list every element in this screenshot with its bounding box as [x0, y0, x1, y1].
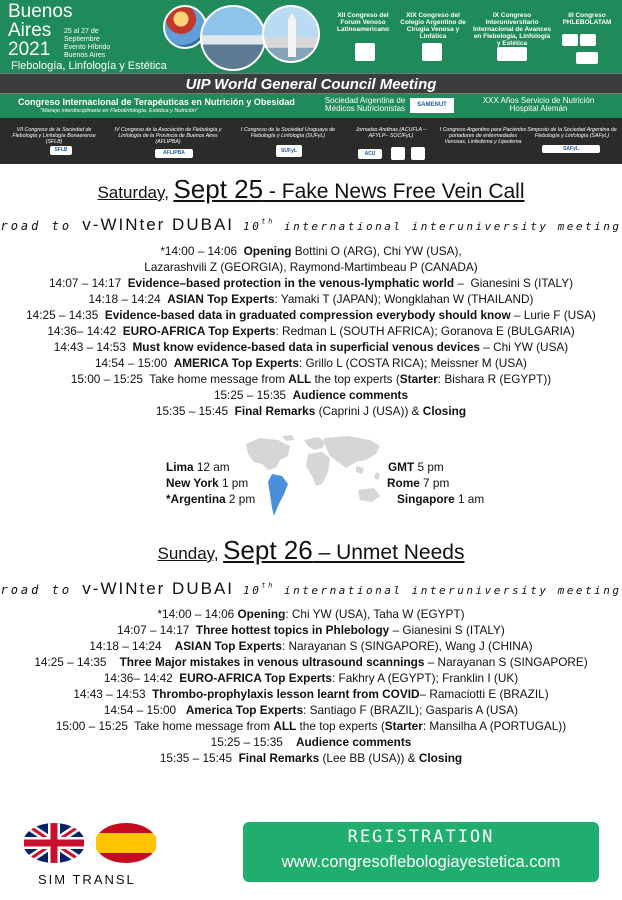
tz-city: *Argentina [166, 492, 226, 506]
program-row-highlight: ALL [288, 372, 312, 386]
road-event: v-WINter DUBAI [82, 579, 235, 598]
program-row-highlight: Evidence-based data in graduated compression everybody should know [104, 308, 511, 322]
program-row-text: Lazarashvili Z (GEORGIA), Raymond-Martimbeau P (CANADA) [144, 260, 478, 274]
sflb-logo: SFLB [50, 146, 72, 155]
program-row-text: : Redman L (SOUTH AFRICA); Goranova E (BULGARIA) [275, 324, 575, 338]
society-aflipba: IV Congreso de la Asociación de Flebología y Linfología de la Provincia de Buenos Aires (AFLIPBA) [114, 127, 222, 145]
photo-puente [200, 5, 266, 71]
program-row-text: the top experts ( [296, 719, 385, 733]
program-row-text: *14:00 – 14:06 [157, 607, 238, 621]
road-event: v-WINter DUBAI [82, 215, 235, 234]
program-row [0, 323, 622, 339]
program-row [0, 291, 622, 307]
road-prefix: road to [0, 583, 83, 597]
tz-time: 7 pm [419, 476, 450, 490]
spain-flag-icon[interactable] [95, 823, 157, 863]
program-row-highlight: Must know evidence-based data in superficial venous devices [132, 340, 480, 354]
society-jornadas-andinas: Jornadas Andinas (ACUFLA – AFYLP– SOCIFyL) [355, 127, 427, 139]
road-suffix: international interuniversity meeting [274, 584, 622, 597]
nutrition-congress-subtitle: "Manejo interdisciplinario en Flebolinfología, Estética y Nutrición" [40, 108, 198, 114]
road-sup: th [261, 581, 275, 590]
safyl-logo: SAFyL [542, 145, 600, 153]
nutrition-congress-title: Congreso Internacional de Terapéuticas en Nutrición y Obesidad [18, 97, 295, 107]
program-row-text: : Fakhry A (EGYPT); Franklin I (UK) [331, 671, 519, 685]
sunday-title: – Unmet Needs [312, 541, 465, 564]
program-row-highlight: Starter [399, 372, 438, 386]
sunday-heading [0, 535, 622, 566]
program-row-text: 15:00 – 15:25 Take home message from [55, 719, 274, 733]
program-row-text: (Lee BB (USA)) & [319, 751, 419, 765]
sunday-road-line [0, 579, 622, 599]
program-row-highlight: ALL [273, 719, 297, 733]
program-row-text: : Bishara R (EGYPT)) [437, 372, 552, 386]
program-row [0, 750, 622, 766]
program-row [0, 259, 622, 275]
program-row-text: *14:00 – 14:06 [160, 244, 244, 258]
congress-phlebolatam: III Congreso PHLEBOLATAM [562, 12, 612, 26]
tz-city: Lima [166, 460, 194, 474]
program-row [0, 403, 622, 419]
program-row-text: – Ramaciotti E (BRAZIL) [419, 687, 549, 701]
simultaneous-translation-label: SIM TRANSL [38, 872, 136, 887]
program-row [0, 371, 622, 387]
logo-year: 2021 [8, 39, 51, 60]
program-row-highlight: EURO-AFRICA Top Experts [179, 671, 332, 685]
society-sufyl: I Congreso de la Sociedad Uruguaya de Flebología y Linfología (SUFyL) [240, 127, 336, 139]
timezones-left [166, 459, 255, 507]
road-number: 10 [234, 220, 262, 233]
program-row-text: 14:43 – 14:53 [53, 340, 133, 354]
afylp-logo [391, 147, 405, 160]
program-row-text: 15:35 – 15:45 [159, 751, 239, 765]
program-row-highlight: AMERICA Top Experts [173, 356, 299, 370]
hospital-aleman-service: XXX Años Servicio de Nutrición Hospital Alemán [482, 96, 595, 113]
program-row-text: – Narayanan S (SINGAPORE) [424, 655, 588, 669]
program-row-text: 15:25 – 15:35 [210, 735, 296, 749]
program-row-highlight: Starter [384, 719, 423, 733]
congress-forum-venoso: XII Congreso del Forum Venoso Latinoamericano [336, 12, 389, 33]
sunday-day: Sunday, [157, 544, 219, 563]
registration-label: REGISTRATION [347, 827, 495, 847]
program-row [0, 387, 622, 403]
program-row-text: : Grillo L (COSTA RICA); Meissner M (USA) [298, 356, 527, 370]
program-row-text: 14:54 – 15:00 [103, 703, 186, 717]
saturday-heading [0, 174, 622, 205]
tz-lima [166, 459, 255, 475]
program-row-highlight: Closing [422, 404, 467, 418]
program-row-text: – Gianesini S (ITALY) [454, 276, 574, 290]
tz-newyork [166, 475, 255, 491]
program-row-highlight: Audience comments [292, 388, 409, 402]
sunday-date: Sept 26 [223, 535, 313, 565]
program-row-highlight: America Top Experts [185, 703, 304, 717]
socifyl-logo [411, 147, 425, 160]
forum-venoso-logo [355, 43, 375, 61]
saturday-date: Sept 25 [173, 174, 264, 204]
program-row-highlight: ASIAN Top Experts [174, 639, 282, 653]
tz-singapore [397, 491, 484, 507]
program-row-text: (Caprini J (USA)) & [315, 404, 423, 418]
tz-time: 1 pm [218, 476, 249, 490]
phlebolatam-logo [562, 34, 578, 46]
program-row-highlight: Final Remarks [234, 404, 316, 418]
program-row [0, 307, 622, 323]
program-row-text: 14:07 – 14:17 [117, 623, 196, 637]
society-sflb: VII Congreso de la Sociedad de Flebología y Linfología Bonaerense (SFLB) [12, 127, 96, 145]
tz-time: 2 pm [225, 492, 256, 506]
program-row-text: – Gianesini S (ITALY) [389, 623, 505, 637]
saturday-day: Saturday, [97, 183, 169, 202]
union-logo [576, 52, 598, 64]
program-row-text: the top experts ( [311, 372, 400, 386]
tz-city: New York [166, 476, 219, 490]
program-row-text: 15:00 – 15:25 Take home message from [70, 372, 289, 386]
program-row-text: : Chi YW (USA), Taha W (EGYPT) [285, 607, 465, 621]
program-row-highlight: Audience comments [295, 735, 412, 749]
program-row-text: 14:54 – 15:00 [94, 356, 174, 370]
sufyl-logo: SUFyL [276, 145, 302, 157]
tz-gmt [388, 459, 484, 475]
world-map [238, 432, 388, 522]
program-row [0, 638, 622, 654]
society-safyl: Simposio de la Sociedad Argentina de Flebología y Linfología (SAFyL) [527, 127, 617, 139]
program-row-highlight: Opening [237, 607, 286, 621]
program-row-text: : Santiago F (BRAZIL); Gasparis A (USA) [303, 703, 519, 717]
logo-line2: Aires [8, 20, 52, 41]
logo-line1: Buenos [8, 1, 73, 22]
aflipba-logo: AFLIPBA [155, 149, 193, 158]
phlebolatam-logo-2 [580, 34, 596, 46]
nutrition-congress-strip [0, 94, 622, 118]
program-row [0, 275, 622, 291]
congress-colegio-argentino: XIX Congreso del Colegio Argentino de Cirugía Venosa y Linfática [400, 12, 466, 40]
tz-argentina [166, 491, 255, 507]
tz-time: 5 pm [414, 460, 444, 474]
saturday-title: - Fake News Free Vein Call [263, 180, 525, 203]
program-row [0, 355, 622, 371]
program-row-highlight: Closing [418, 751, 463, 765]
program-row-text: : Yamaki T (JAPAN); Wongklahan W (THAILAND) [274, 292, 534, 306]
road-prefix: road to [0, 219, 83, 233]
uip-title: UIP World General Council Meeting [0, 73, 622, 94]
header-banner [0, 0, 622, 73]
program-row-highlight: Three Major mistakes in venous ultrasound scannings [119, 655, 425, 669]
program-row [0, 734, 622, 750]
program-row [0, 702, 622, 718]
program-row [0, 622, 622, 638]
program-row-text: 14:18 – 14:24 [89, 639, 175, 653]
program-row-highlight: Three hottest topics in Phlebology [195, 623, 390, 637]
program-row-highlight: EURO-AFRICA Top Experts [122, 324, 276, 338]
program-row [0, 670, 622, 686]
program-row-text: 15:35 – 15:45 [155, 404, 235, 418]
program-row-text: 14:43 – 14:53 [73, 687, 153, 701]
program-row-highlight: ASIAN Top Experts [167, 292, 275, 306]
program-row-text: – Lurie F (USA) [510, 308, 596, 322]
program-row [0, 339, 622, 355]
event-logo [8, 1, 167, 72]
program-row-highlight: Opening [243, 244, 292, 258]
obelisk-icon [288, 13, 296, 57]
acufla-logo: ACU [358, 149, 382, 159]
logo-subtitle: Flebología, Linfología y Estética [11, 60, 167, 72]
uk-flag-icon[interactable] [23, 823, 85, 863]
program-row-highlight: Final Remarks [238, 751, 320, 765]
program-row [0, 686, 622, 702]
tz-city: Rome [387, 476, 420, 490]
society-pacientes: I Congreso Argentino para Pacientes portadores de enfermedades Venosas, Linfedema y Lipedema [439, 127, 527, 145]
tz-city: Singapore [397, 492, 455, 506]
tz-city: GMT [388, 460, 415, 474]
program-row-text: 14:25 – 14:35 [34, 655, 120, 669]
program-row-text: 14:07 – 14:17 [48, 276, 128, 290]
road-suffix: international interuniversity meeting [274, 220, 622, 233]
program-row-text: – Chi YW (USA) [479, 340, 569, 354]
program-row-highlight: Evidence–based protection in the venous-lymphatic world [127, 276, 455, 290]
registration-button[interactable] [243, 822, 599, 882]
tz-time: 12 am [193, 460, 230, 474]
tz-rome [387, 475, 484, 491]
program-row-text: Bottini O (ARG), Chi YW (USA), [291, 244, 462, 258]
program-row-text: 14:18 – 14:24 [88, 292, 168, 306]
timezones-right [388, 459, 484, 507]
program-row-text: 14:36– 14:42 [47, 324, 123, 338]
program-row [0, 606, 622, 622]
road-number: 10 [234, 584, 262, 597]
program-row-text: : Narayanan S (SINGAPORE), Wang J (CHINA) [281, 639, 533, 653]
road-sup: th [261, 217, 275, 226]
program-row-text: 14:36– 14:42 [103, 671, 180, 685]
program-row-highlight: Thrombo-prophylaxis lesson learnt from COVID [152, 687, 420, 701]
sunday-program [0, 606, 622, 766]
saturday-road-line [0, 215, 622, 235]
program-row [0, 654, 622, 670]
program-row [0, 718, 622, 734]
program-row-text: 14:25 – 14:35 [26, 308, 105, 322]
program-row-text: 15:25 – 15:35 [213, 388, 293, 402]
samenut-society: Sociedad Argentina de Médicos Nutricionistas [324, 96, 406, 113]
program-row-text: : Mansilha A (PORTUGAL)) [422, 719, 567, 733]
colegio-logo [422, 43, 442, 61]
tz-time: 1 am [454, 492, 485, 506]
logo-dates: 25 al 27 de Septiembre Evento Híbrido Buenos Aires [64, 28, 111, 59]
saturday-program [0, 243, 622, 419]
congress-interuniversitario: IX Congreso Interuniversitario Internacional de Avances en Flebología, Linfología y Estética [473, 12, 551, 47]
registration-url[interactable]: www.congresoflebologiayestetica.com [281, 853, 561, 871]
program-row [0, 243, 622, 259]
societies-strip [0, 118, 622, 164]
samenut-logo: SAMENUT [410, 98, 454, 113]
interuniversitario-logo [497, 47, 527, 61]
